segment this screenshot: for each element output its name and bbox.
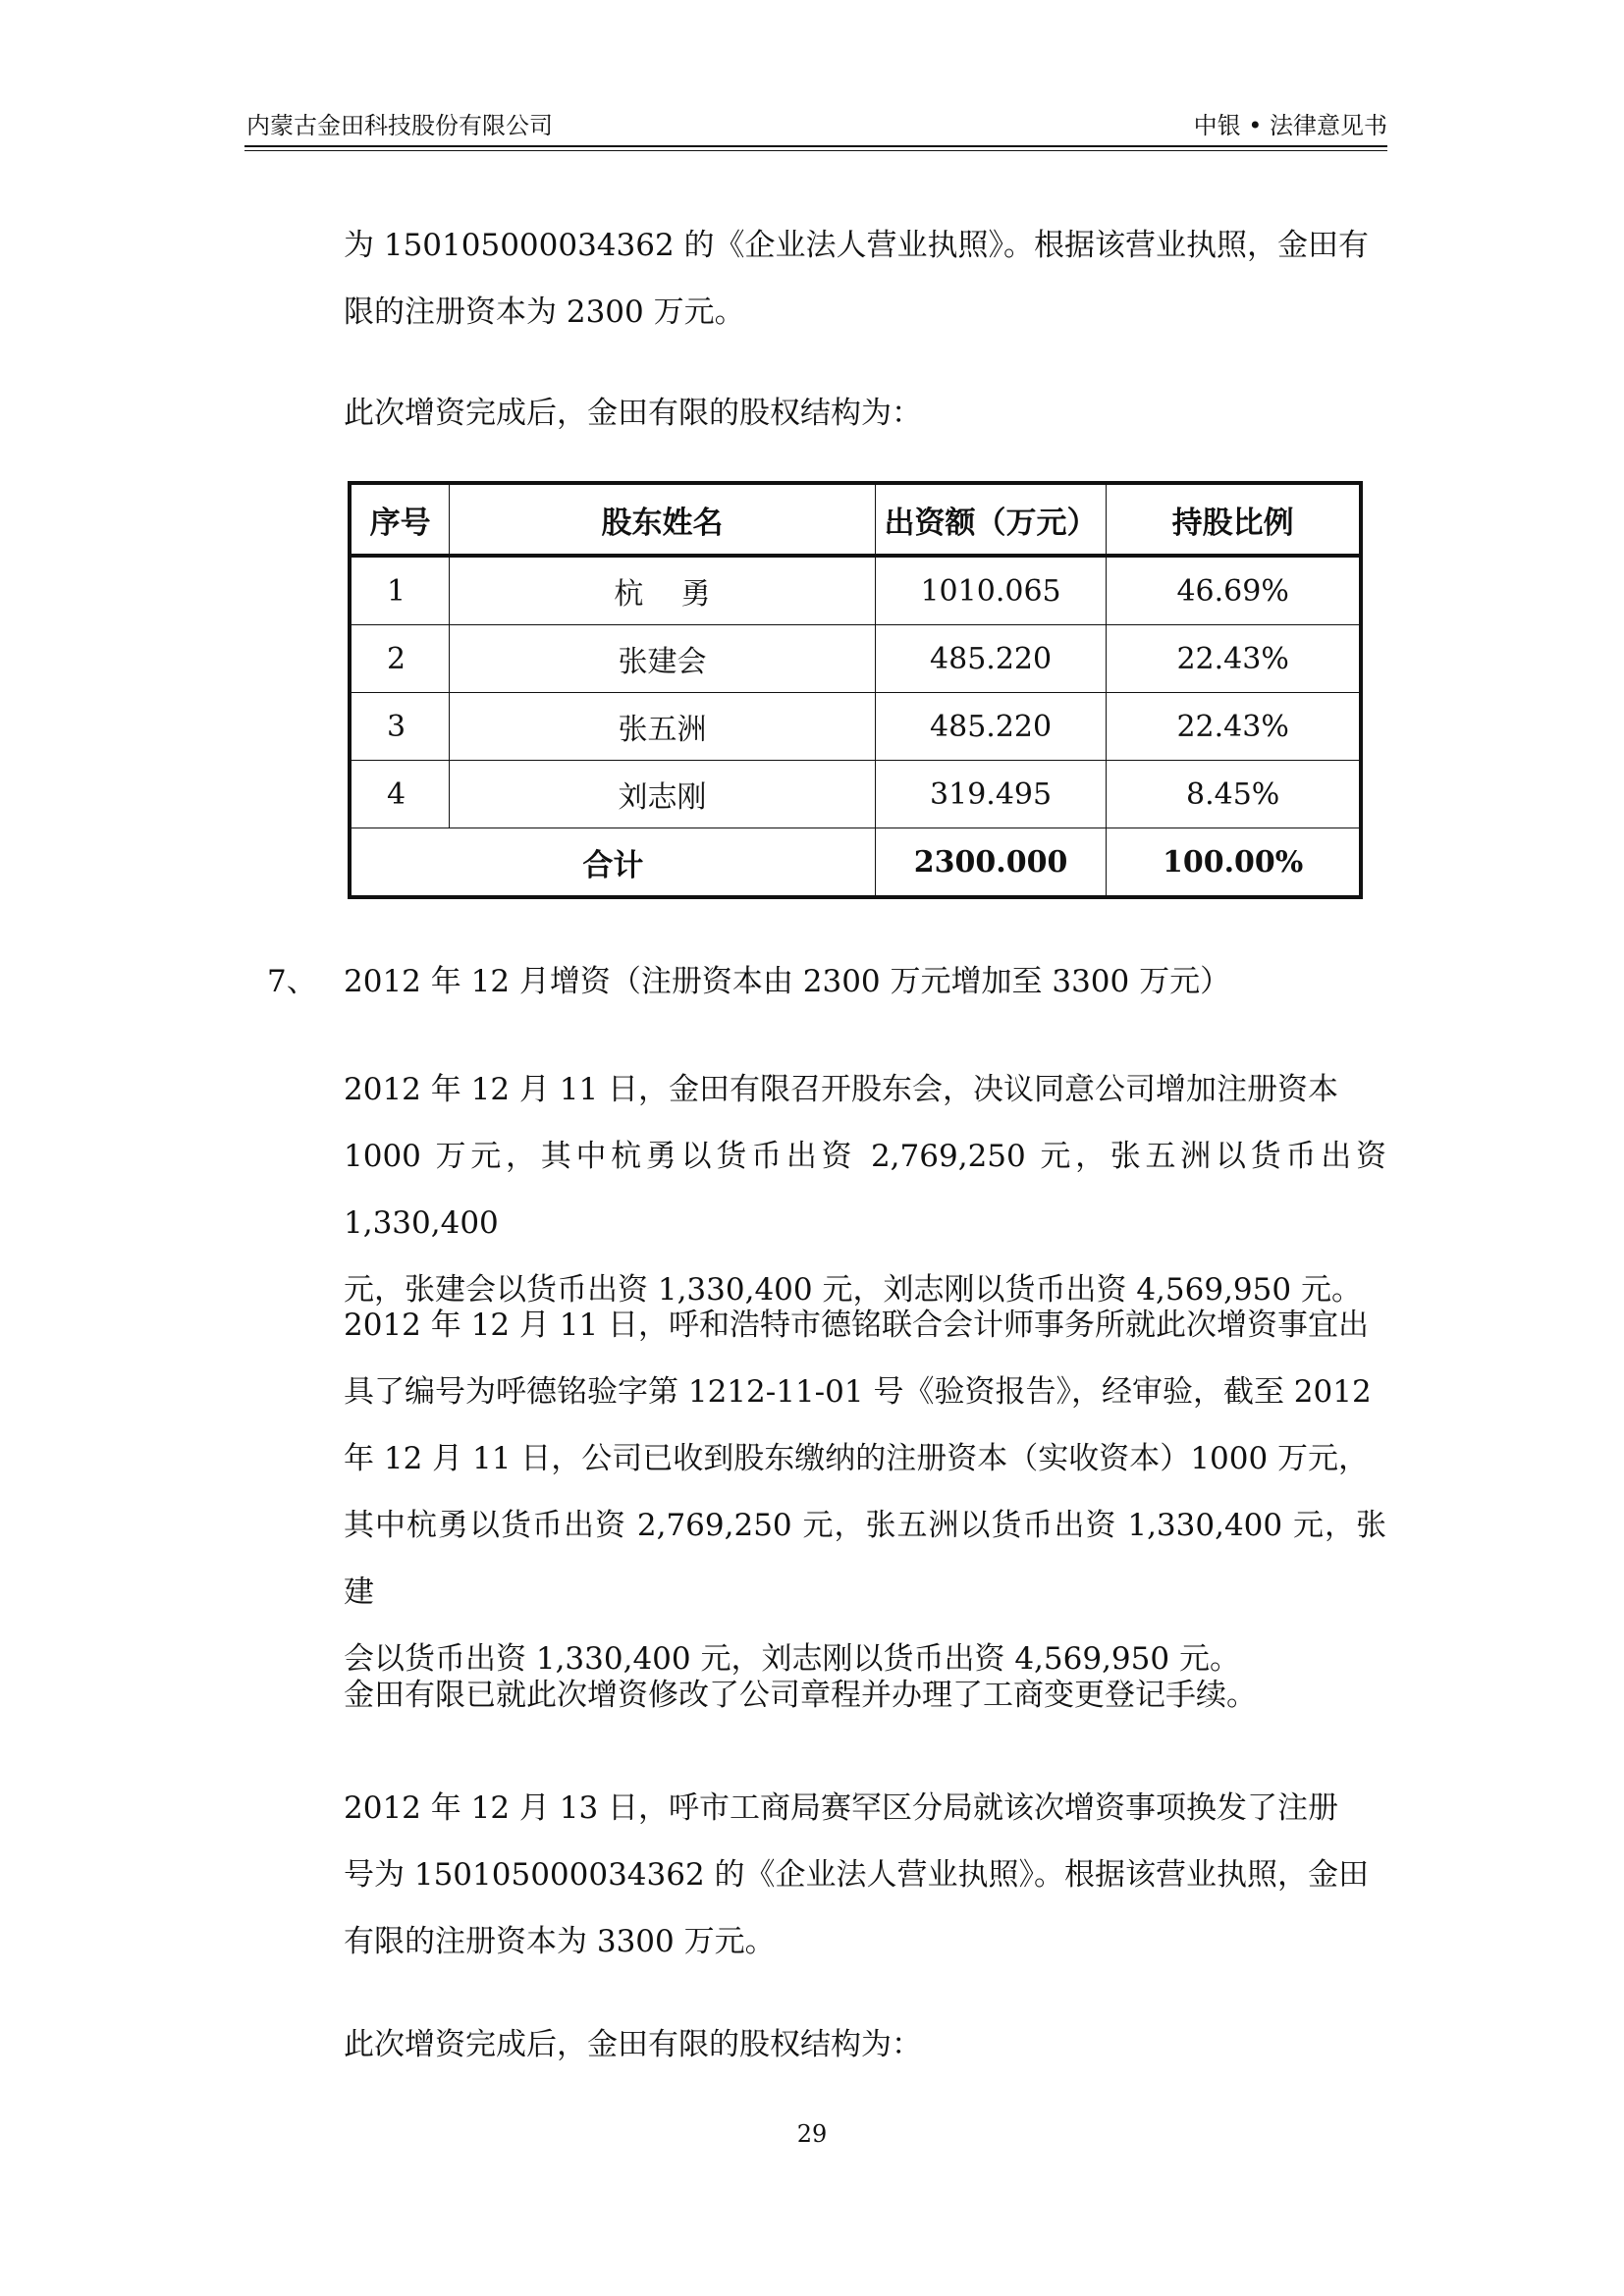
cell-ratio: 8.45% bbox=[1107, 761, 1361, 828]
table-row bbox=[350, 761, 1361, 828]
paragraph-equity-intro: 此次增资完成后，金田有限的股权结构为： bbox=[344, 396, 922, 431]
table-total-row bbox=[350, 828, 1361, 898]
cell-ratio: 22.43% bbox=[1107, 693, 1361, 761]
cell-contribution: 1010.065 bbox=[875, 556, 1106, 625]
column-header-contribution: 出资额（万元） bbox=[875, 483, 1106, 556]
table-row bbox=[350, 693, 1361, 761]
column-header-seq: 序号 bbox=[350, 483, 450, 556]
table-header-row bbox=[350, 483, 1361, 556]
cell-seq: 3 bbox=[350, 693, 450, 761]
cell-contribution: 485.220 bbox=[875, 625, 1106, 693]
cell-shareholder: 刘志刚 bbox=[450, 761, 876, 828]
total-contribution: 2300.000 bbox=[875, 828, 1106, 898]
cell-seq: 4 bbox=[350, 761, 450, 828]
cell-shareholder: 张五洲 bbox=[450, 693, 876, 761]
table-row bbox=[350, 556, 1361, 625]
paragraph-license-continued: 为 150105000034362 的《企业法人营业执照》。根据该营业执照，金田有 限的注册资本为 2300 万元。 bbox=[344, 228, 1370, 330]
page-number: 29 bbox=[796, 2120, 828, 2148]
paragraph-shareholder-resolution: 2012 年 12 月 11 日，金田有限召开股东会，决议同意公司增加注册资本 1000 万元，其中杭勇以货币出资 2,769,250 元，张五洲以货币出资 1,330,400 元，张建会以货币出资 1,330,400 元，刘志刚以货币出资 4,569,950 元。 bbox=[344, 1072, 1386, 1308]
paragraph-articles-amendment: 金田有限已就此次增资修改了公司章程并办理了工商变更登记手续。 bbox=[344, 1678, 1257, 1713]
paragraph-capital-verification: 2012 年 12 月 11 日，呼和浩特市德铭联合会计师事务所就此次增资事宜出 具了编号为呼德铭验字第 1212-11-01 号《验资报告》，经审验，截至 2012 年 12 月 11 日，公司已收到股东缴纳的注册资本（实收资本）1000 万元， 其中杭勇以货币出资 2,769,250 元，张五洲以货币出资 1,330,400 元，张建 会以货币出资 1,330,400 元，刘志刚以货币出资 4,569,950 元。 bbox=[344, 1308, 1386, 1677]
header-rule-thick bbox=[244, 145, 1387, 147]
cell-shareholder: 张建会 bbox=[450, 625, 876, 693]
header-document-title: 中银 • 法律意见书 bbox=[1193, 112, 1387, 139]
total-label: 合计 bbox=[350, 828, 875, 898]
column-header-shareholder: 股东姓名 bbox=[450, 483, 876, 556]
section-number: 7、 bbox=[267, 964, 317, 999]
header-company-name: 内蒙古金田科技股份有限公司 bbox=[246, 112, 553, 139]
paragraph-equity-intro-2: 此次增资完成后，金田有限的股权结构为： bbox=[344, 2027, 922, 2062]
header-rule-thin bbox=[244, 150, 1387, 151]
paragraph-license-renewal: 2012 年 12 月 13 日，呼市工商局赛罕区分局就该次增资事项换发了注册 号为 150105000034362 的《企业法人营业执照》。根据该营业执照，金田 有限的注册资本为 3300 万元。 bbox=[344, 1790, 1370, 1959]
section-title: 2012 年 12 月增资（注册资本由 2300 万元增加至 3300 万元） bbox=[344, 964, 1231, 999]
total-ratio: 100.00% bbox=[1107, 828, 1361, 898]
cell-contribution: 319.495 bbox=[875, 761, 1106, 828]
equity-structure-table bbox=[348, 481, 1363, 899]
cell-seq: 1 bbox=[350, 556, 450, 625]
cell-contribution: 485.220 bbox=[875, 693, 1106, 761]
cell-ratio: 22.43% bbox=[1107, 625, 1361, 693]
cell-ratio: 46.69% bbox=[1107, 556, 1361, 625]
cell-seq: 2 bbox=[350, 625, 450, 693]
table-row bbox=[350, 625, 1361, 693]
cell-shareholder: 杭 勇 bbox=[450, 556, 876, 625]
column-header-ratio: 持股比例 bbox=[1107, 483, 1361, 556]
